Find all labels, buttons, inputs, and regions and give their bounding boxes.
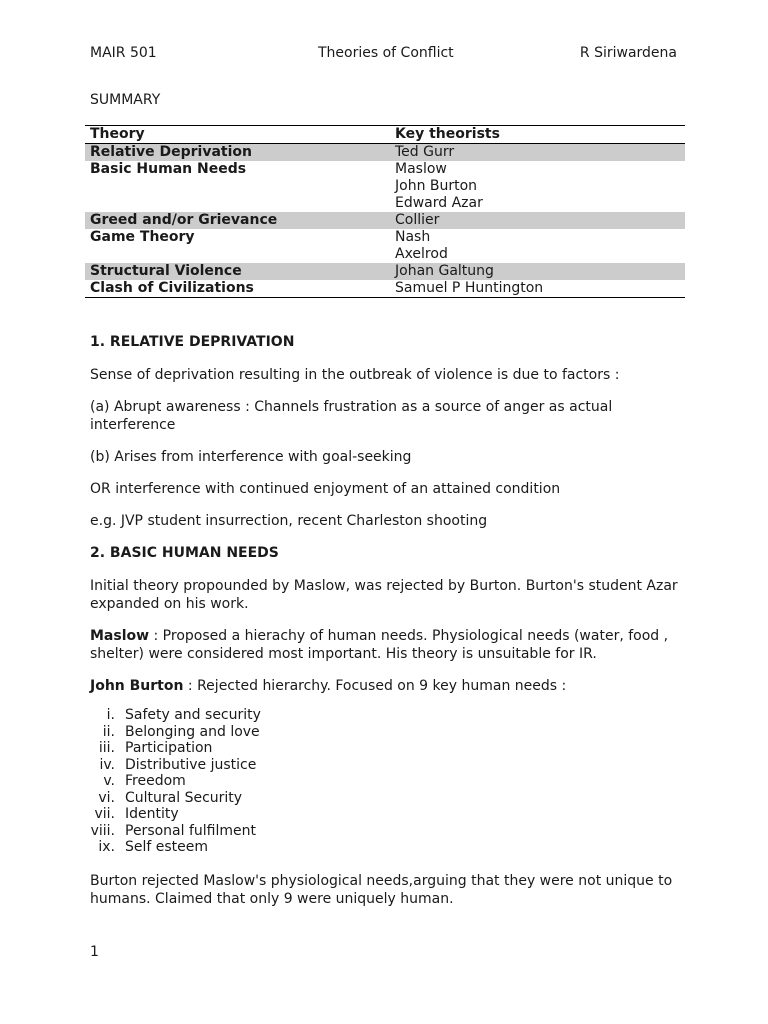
theorist: Maslow — [395, 161, 447, 177]
column-header-theory: Theory — [85, 126, 390, 144]
section-heading-basic-human-needs: 2. BASIC HUMAN NEEDS — [90, 545, 279, 561]
list-item — [90, 773, 690, 790]
list-text: Identity — [125, 806, 179, 822]
paragraph: Sense of deprivation resulting in the outbreak of violence is due to factors : — [90, 367, 620, 383]
table-row — [85, 144, 685, 162]
human-needs-list — [90, 707, 690, 856]
theorist: Edward Azar — [395, 195, 483, 211]
list-text: Safety and security — [125, 707, 261, 723]
list-text: Participation — [125, 740, 213, 756]
theory-cell: Relative Deprivation — [85, 144, 390, 162]
list-number: iii. — [98, 740, 115, 756]
theory-cell: Greed and/or Grievance — [85, 212, 390, 229]
list-number: v. — [103, 773, 115, 789]
list-item — [90, 790, 690, 807]
paragraph-maslow — [90, 627, 690, 663]
burton-text: : Rejected hierarchy. Focused on 9 key human needs : — [183, 678, 567, 694]
header-title: Theories of Conflict — [318, 45, 454, 61]
paragraph: e.g. JVP student insurrection, recent Charleston shooting — [90, 513, 488, 529]
header-course: MAIR 501 — [90, 45, 157, 61]
summary-label: SUMMARY — [90, 92, 161, 108]
maslow-text: : Proposed a hierachy of human needs. Physiological needs (water, food , shelter) were considered most important. His theory is unsuitable for IR. — [90, 628, 669, 662]
list-text: Personal fulfilment — [125, 822, 256, 839]
table-row — [85, 263, 685, 280]
list-item — [90, 740, 690, 757]
document-body — [90, 333, 690, 922]
column-header-key-theorists: Key theorists — [390, 126, 685, 144]
list-text: Freedom — [125, 773, 186, 789]
table-header-row — [85, 126, 685, 144]
maslow-label: Maslow — [90, 628, 150, 644]
theorist: Collier — [395, 212, 440, 228]
list-number: ix. — [98, 839, 115, 855]
burton-label: John Burton — [90, 678, 184, 694]
header-author: R Siriwardena — [579, 45, 677, 61]
table-row — [85, 229, 685, 263]
table-row — [85, 161, 685, 212]
list-number: iv. — [99, 756, 115, 773]
list-text: Cultural Security — [125, 789, 243, 806]
theorists-cell — [390, 212, 685, 229]
theorists-cell — [390, 263, 685, 280]
list-item — [90, 823, 690, 840]
list-number: ii. — [102, 723, 115, 740]
list-item — [90, 806, 690, 823]
theory-cell: Structural Violence — [85, 263, 390, 280]
theorists-cell — [390, 280, 685, 298]
summary-table — [85, 125, 685, 298]
section-heading-relative-deprivation: 1. RELATIVE DEPRIVATION — [90, 334, 295, 350]
page-number: 1 — [90, 944, 99, 960]
list-item — [90, 724, 690, 741]
paragraph-burton — [90, 677, 690, 695]
theorist: John Burton — [395, 178, 478, 194]
theorist: Samuel P Huntington — [395, 280, 544, 296]
theory-cell: Clash of Civilizations — [85, 280, 390, 298]
theorists-cell — [390, 161, 685, 212]
theorist: Ted Gurr — [395, 144, 455, 160]
paragraph: (a) Abrupt awareness : Channels frustration as a source of anger as actual interference — [90, 399, 613, 433]
theorist: Nash — [395, 229, 431, 245]
paragraph-closing: Burton rejected Maslow's physiological needs,arguing that they were not unique to humans. Claimed that only 9 were uniquely human. — [90, 872, 673, 907]
list-text: Self esteem — [125, 839, 209, 855]
table-row — [85, 280, 685, 298]
list-item — [90, 839, 690, 856]
list-item — [90, 707, 690, 724]
table-row — [85, 212, 685, 229]
theorist: Johan Galtung — [395, 263, 494, 279]
theorists-cell — [390, 229, 685, 263]
list-text: Belonging and love — [125, 723, 260, 740]
paragraph: OR interference with continued enjoyment of an attained condition — [90, 481, 561, 497]
list-number: vi. — [98, 789, 115, 806]
paragraph: (b) Arises from interference with goal-seeking — [90, 449, 412, 465]
list-number: viii. — [90, 822, 115, 839]
paragraph: Initial theory propounded by Maslow, was rejected by Burton. Burton's student Azar expanded on his work. — [90, 578, 678, 612]
list-number: vii. — [94, 806, 115, 822]
theory-cell: Game Theory — [90, 229, 195, 245]
theorist: Axelrod — [395, 246, 448, 262]
list-item — [90, 757, 690, 774]
list-text: Distributive justice — [125, 756, 257, 773]
list-number: i. — [106, 707, 115, 723]
theorists-cell — [390, 144, 685, 162]
theory-cell: Basic Human Needs — [90, 161, 247, 177]
